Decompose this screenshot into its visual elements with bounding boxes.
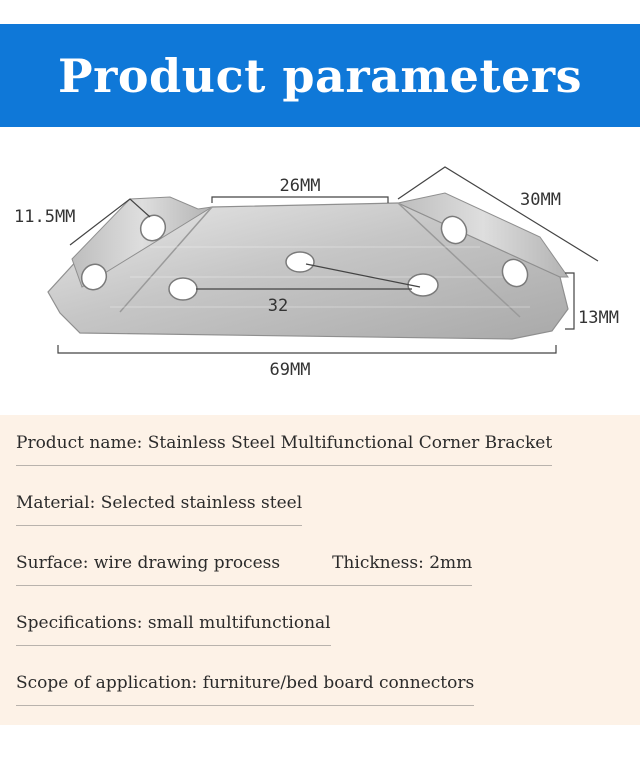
spec-panel: [0, 415, 640, 725]
spec-surface-row: [16, 553, 472, 586]
label-30mm: 30MM: [520, 190, 561, 210]
hole-center-top: [286, 252, 314, 272]
bracket-diagram: [0, 127, 640, 415]
title-banner: [0, 24, 640, 127]
label-32: 32: [267, 296, 289, 316]
dimension-length: [58, 345, 556, 353]
spec-product-name: Product name: Stainless Steel Multifunctional Corner Bracket: [16, 433, 552, 466]
label-69mm: 69MM: [269, 360, 311, 380]
hole-center-left: [169, 278, 197, 300]
spec-surface: Surface: wire drawing process: [16, 553, 281, 573]
bracket-drawing: [0, 127, 640, 415]
spec-specifications: Specifications: small multifunctional: [16, 613, 331, 646]
page-title: Product parameters: [58, 48, 582, 103]
spec-material: Material: Selected stainless steel: [16, 493, 302, 526]
dimension-top: [212, 197, 388, 203]
spec-scope: Scope of application: furniture/bed board connectors: [16, 673, 474, 706]
spec-thickness: Thickness: 2mm: [332, 553, 473, 573]
label-13mm: 13MM: [578, 308, 619, 328]
label-11-5mm: 11.5MM: [14, 207, 76, 227]
label-26mm: 26MM: [279, 176, 321, 196]
